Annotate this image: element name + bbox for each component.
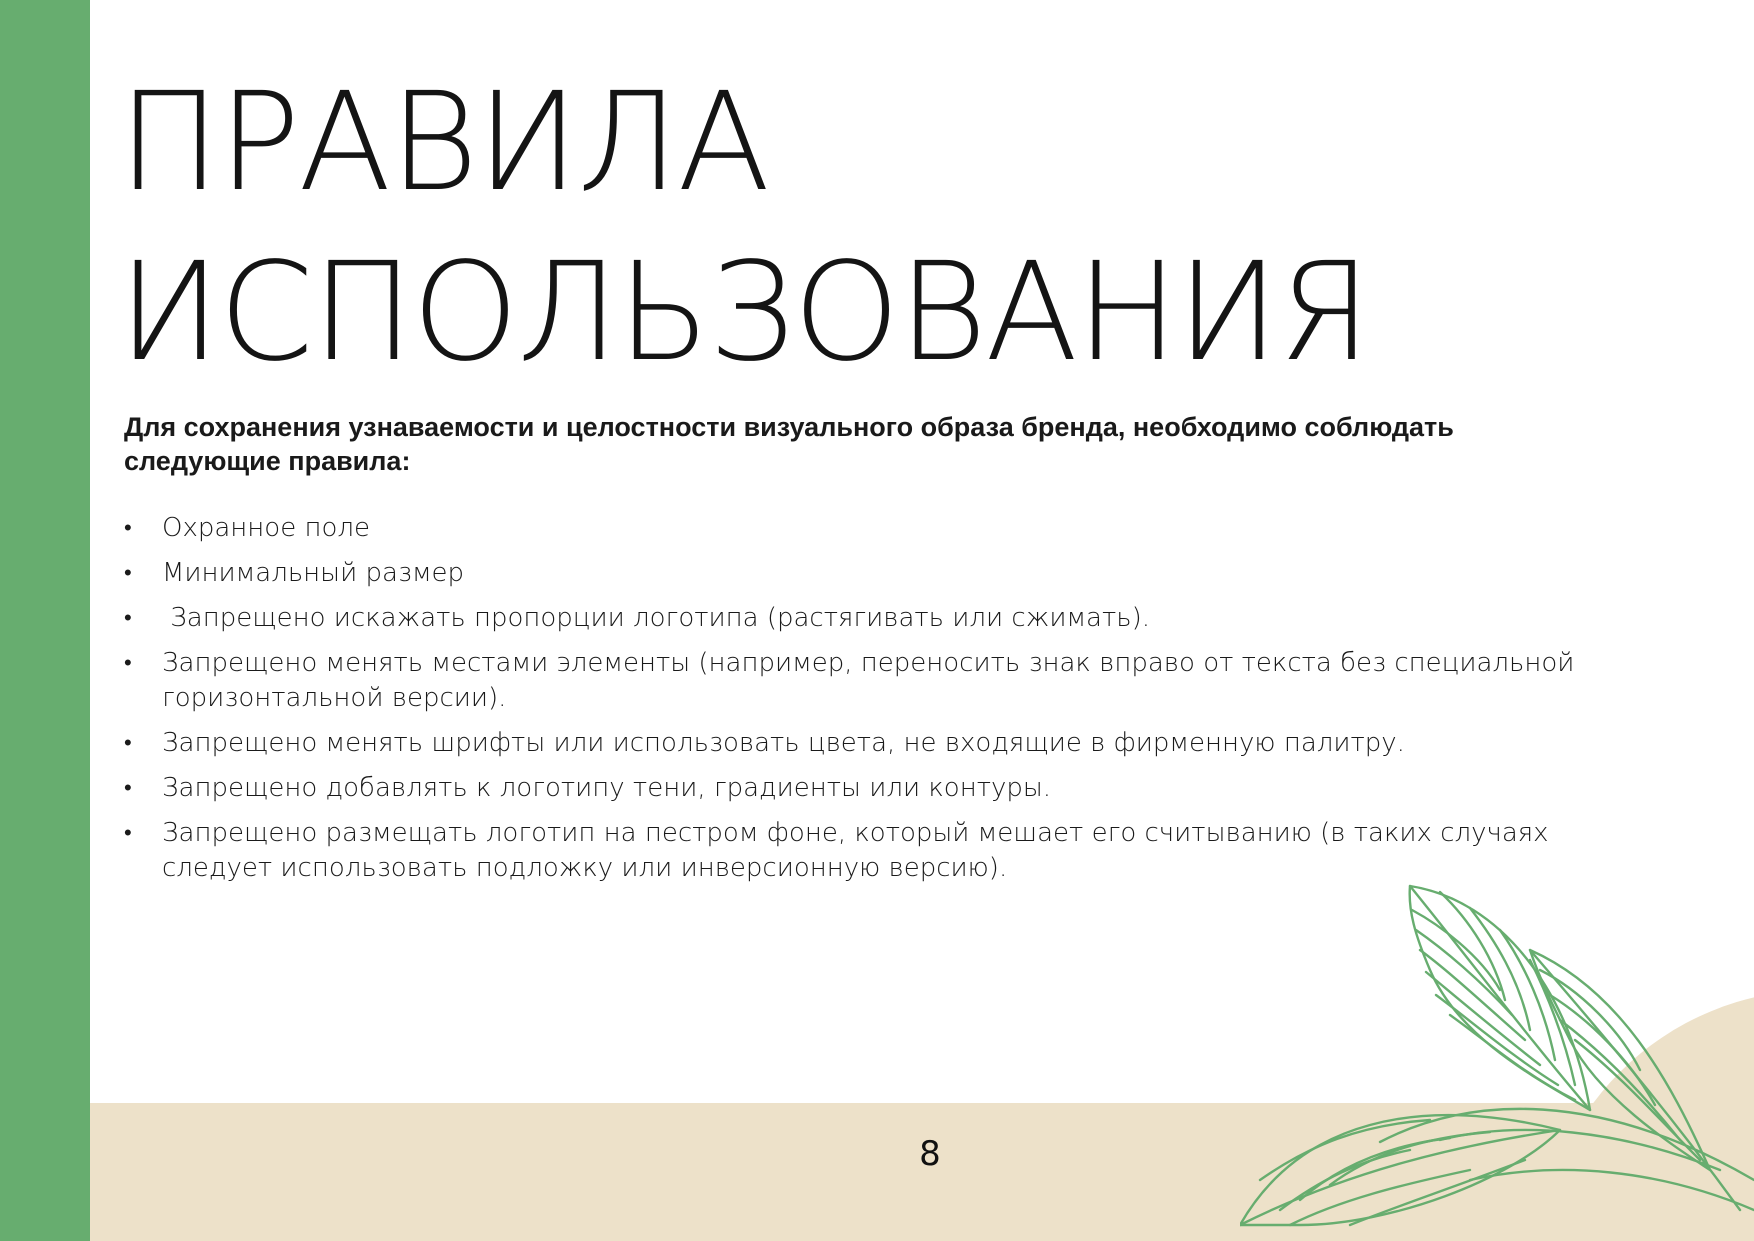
- rule-text: Запрещено размещать логотип на пестром фоне, который мешает его считыванию (в таких случаях следует использовать подложку или инверсионную версию).: [162, 818, 1549, 883]
- bullet-icon: •: [124, 516, 132, 541]
- rule-text: Минимальный размер: [162, 558, 465, 588]
- rule-item: [124, 726, 1604, 761]
- bullet-icon: •: [124, 651, 132, 676]
- rule-item: [124, 601, 1604, 636]
- bullet-icon: •: [124, 731, 132, 756]
- rule-text: Запрещено менять шрифты или использовать цвета, не входящие в фирменную палитру.: [162, 728, 1405, 758]
- bullet-icon: •: [124, 821, 132, 846]
- bullet-icon: •: [124, 776, 132, 801]
- rules-list: [124, 511, 1604, 896]
- rule-item: [124, 556, 1604, 591]
- rule-text: Охранное поле: [162, 513, 370, 543]
- rule-item: [124, 511, 1604, 546]
- leaf-outline-icon: [1240, 880, 1754, 1241]
- page-title: [118, 58, 1370, 398]
- green-sidebar: [0, 0, 90, 1241]
- rule-text: Запрещено менять местами элементы (например, переносить знак вправо от текста без специальной горизонтальной версии).: [162, 648, 1575, 713]
- rule-item: [124, 771, 1604, 806]
- rule-item: [124, 816, 1604, 886]
- rule-text: Запрещено искажать пропорции логотипа (растягивать или сжимать).: [162, 603, 1150, 633]
- rule-text: Запрещено добавлять к логотипу тени, градиенты или контуры.: [162, 773, 1052, 803]
- rule-item: [124, 646, 1604, 716]
- title-line-1: ПРАВИЛА: [118, 64, 769, 222]
- bullet-icon: •: [124, 561, 132, 586]
- bullet-icon: •: [124, 606, 132, 631]
- title-line-2: ИСПОЛЬЗОВАНИЯ: [118, 234, 1370, 392]
- intro-text: Для сохранения узнаваемости и целостности визуального образа бренда, необходимо соблюдать следующие правила:: [124, 412, 1454, 476]
- page-number: 8: [919, 1134, 941, 1174]
